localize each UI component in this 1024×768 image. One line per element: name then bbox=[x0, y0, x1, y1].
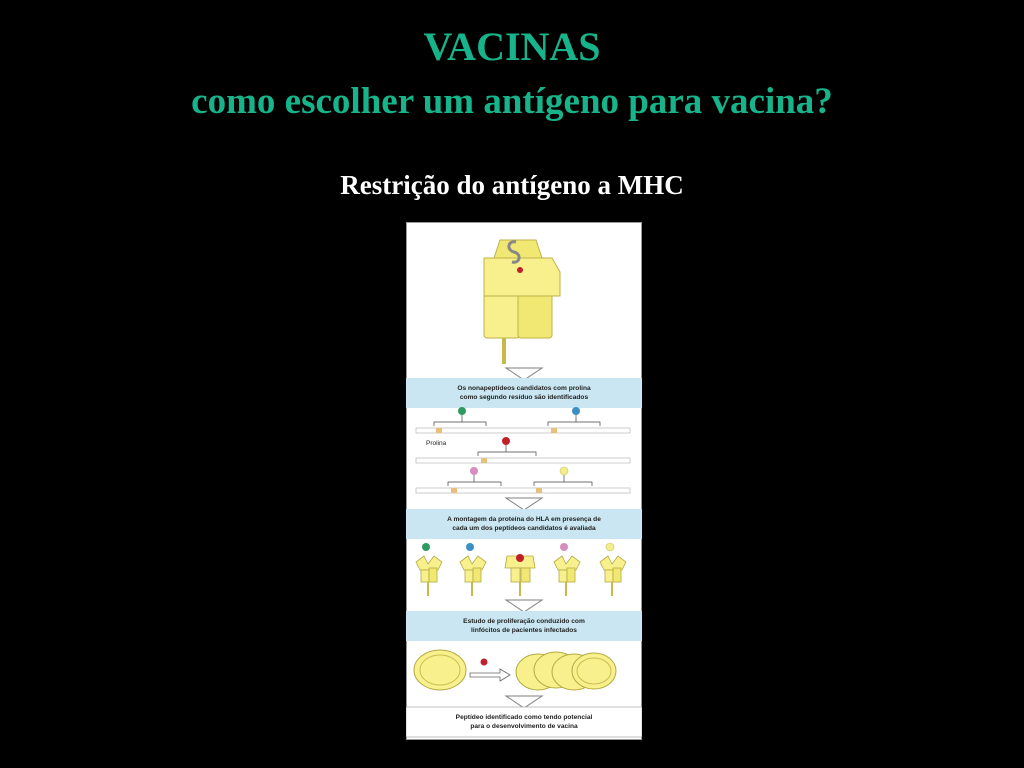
step-band-1 bbox=[406, 378, 642, 408]
step-4-line-1: Peptídeo identificado como tendo potencial bbox=[455, 714, 593, 721]
figure-canvas bbox=[406, 222, 642, 740]
step-band-4 bbox=[406, 707, 642, 737]
step-1-line-2: como segundo resíduo são identificados bbox=[459, 394, 589, 401]
slide-title: VACINAS bbox=[423, 24, 601, 69]
step-1-line-1: Os nonapeptídeos candidatos com prolina bbox=[457, 385, 591, 392]
blue-peptide-dot bbox=[572, 407, 580, 415]
step-3-line-1: Estudo de proliferação conduzido com bbox=[463, 618, 585, 625]
figure-heading: Restrição do antígeno a MHC bbox=[340, 170, 684, 200]
step-2-line-2: cada um dos peptídeos candidatos é avaliada bbox=[452, 525, 596, 532]
red-peptide-dot bbox=[481, 659, 488, 666]
step-2-line-1: A montagem da proteína do HLA em presença de bbox=[447, 516, 601, 523]
yellow-peptide-dot bbox=[560, 467, 568, 475]
slide-subtitle: como escolher um antígeno para vacina? bbox=[191, 81, 833, 122]
step-band-3 bbox=[406, 611, 642, 641]
antigen-selection-figure bbox=[406, 222, 642, 740]
step-4-line-2: para o desenvolvimento de vacina bbox=[470, 723, 578, 730]
green-peptide-dot bbox=[458, 407, 466, 415]
proline-label: Prolina bbox=[426, 440, 447, 447]
step-band-2 bbox=[406, 509, 642, 539]
pink-peptide-dot bbox=[470, 467, 478, 475]
step-3-line-2: linfócitos de pacientes infectados bbox=[471, 627, 577, 634]
red-peptide-dot bbox=[502, 437, 510, 445]
